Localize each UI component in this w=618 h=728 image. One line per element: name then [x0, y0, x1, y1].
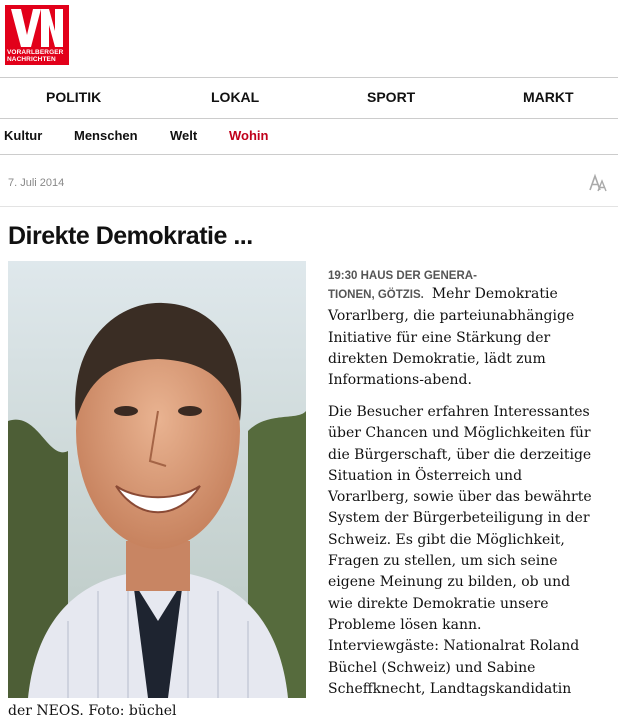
article-photo [8, 261, 306, 698]
nav-politik[interactable]: POLITIK [46, 89, 102, 105]
p1-line-4: Informations-abend. [328, 372, 472, 389]
main-nav [0, 77, 618, 119]
p2-line: Büchel (Schweiz) und Sabine [328, 659, 536, 676]
p2-line: wie direkte Demokratie unsere [328, 595, 549, 612]
p2-line: Scheffknecht, Landtagskandidatin [328, 680, 572, 697]
logo-line-2: NACHRICHTEN [7, 56, 56, 63]
p2-line: Situation in Österreich und [328, 467, 523, 484]
logo-line-1: VORARLBERGER [7, 49, 64, 56]
p2-line: Schweiz. Es gibt die Möglichkeit, [328, 531, 565, 548]
sub-nav [0, 118, 618, 155]
kicker-line-1: 19:30 HAUS DER GENERA- [328, 270, 477, 282]
p1-line-2: Initiative für eine Stärkung der [328, 329, 551, 346]
p2-line: Probleme lösen kann. [328, 616, 482, 633]
article-tail-caption: der NEOS. Foto: büchel [8, 703, 177, 719]
font-size-icon[interactable] [588, 173, 608, 193]
subnav-kultur[interactable]: Kultur [4, 128, 43, 143]
vn-logo[interactable] [5, 5, 69, 65]
article-title: Direkte Demokratie ... [8, 222, 253, 250]
p2-line: Fragen zu stellen, um sich seine [328, 553, 558, 570]
p1-line-3: direkten Demokratie, lädt zum [328, 350, 546, 367]
p2-line: die Bürgerschaft, über die derzeitige [328, 446, 592, 463]
subnav-menschen[interactable]: Menschen [74, 128, 138, 143]
p2-line: Die Besucher erfahren Interessantes [328, 404, 590, 420]
p2-line: System der Bürgerbeteiligung in der [328, 510, 590, 527]
nav-markt[interactable]: MARKT [523, 89, 574, 105]
p1-line-1: Vorarlberg, die parteiunabhängige [328, 308, 575, 325]
nav-lokal[interactable]: LOKAL [211, 89, 260, 105]
nav-sport[interactable]: SPORT [367, 89, 416, 105]
article-paragraph-1 [328, 284, 616, 391]
article-date: 7. Juli 2014 [8, 177, 65, 189]
p2-line: Vorarlberg, sowie über das bewährte [328, 489, 592, 506]
subnav-welt[interactable]: Welt [170, 128, 198, 143]
article-paragraph-2 [328, 402, 616, 700]
subnav-wohin[interactable]: Wohin [229, 128, 269, 143]
p2-line: über Chancen und Möglichkeiten für [328, 425, 591, 442]
p2-line: eigene Meinung zu bilden, ob und [328, 574, 571, 591]
divider [0, 206, 618, 207]
vn-logo-mark [5, 5, 69, 51]
kicker-line-2: TIONEN, GÖTZIS. [328, 289, 424, 301]
p2-line: Interviewgäste: Nationalrat Roland [328, 638, 580, 655]
lead-words: Mehr Demokratie [431, 286, 558, 302]
